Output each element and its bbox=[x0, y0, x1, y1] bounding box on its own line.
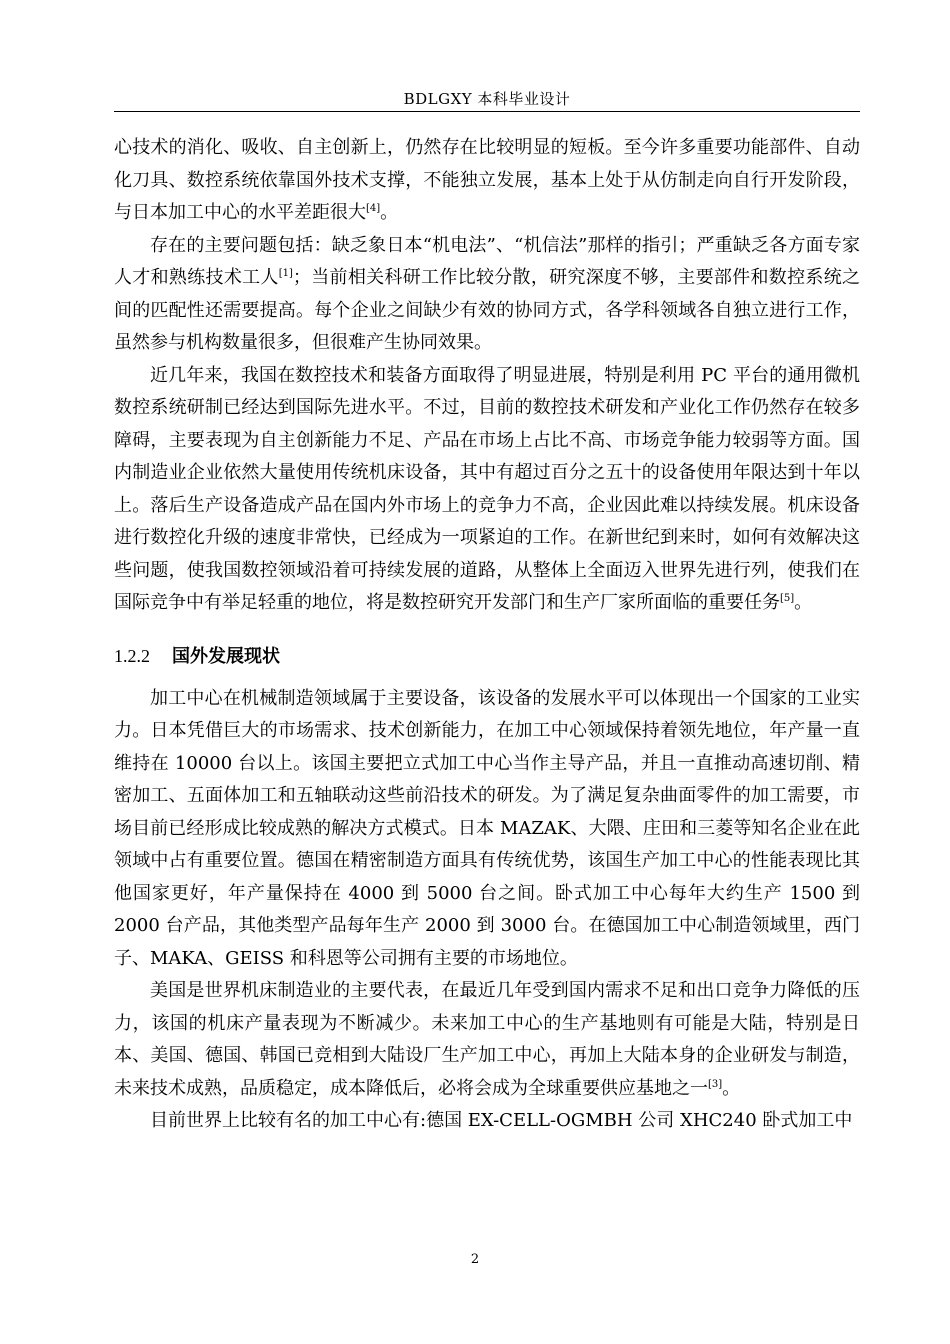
section-heading bbox=[114, 640, 860, 673]
paragraph-text: 加工中心在机械制造领域属于主要设备，该设备的发展水平可以体现出一个国家的工业实力。日本凭借巨大的市场需求、技术创新能力，在加工中心领域保持着领先地位，年产量一直维持在 10000 台以上。该国主要把立式加工中心当作主导产品，并且一直推动高速切削、精密加工、五面体加工和五轴联动这些前沿技术的研发。为了满足复杂曲面零件的加工需要，市场目前已经形成比较成熟的解决方式模式。日本 MAZAK、大隈、庄田和三菱等知名企业在此领域中占有重要位置。德国在精密制造方面具有传统优势，该国生产加工中心的性能表现比其他国家更好，年产量保持在 4000 到 5000 台之间。卧式加工中心每年大约生产 1500 到 2000 台产品，其他类型产品每年生产 2000 到 3000 台。在德国加工中心制造领域里，西门子、MAKA、GEISS 和科恩等公司拥有主要的市场地位。 bbox=[114, 687, 860, 969]
section-title: 国外发展现状 bbox=[172, 645, 280, 667]
paragraph-text: 近几年来，我国在数控技术和装备方面取得了明显进展，特别是利用 PC 平台的通用微机数控系统研制已经达到国际先进水平。不过，目前的数控技术研发和产业化工作仍然存在较多障碍，主要表现为自主创新能力不足、产品在市场上占比不高、市场竞争能力较弱等方面。国内制造业企业依然大量使用传统机床设备，其中有超过百分之五十的设备使用年限达到十年以上。落后生产设备造成产品在国内外市场上的竞争力不高，企业因此难以持续发展。机床设备进行数控化升级的速度非常快，已经成为一项紧迫的工作。在新世纪到来时，如何有效解决这些问题，使我国数控领域沿着可持续发展的道路，从整体上全面迈入世界先进行列，使我们在国际竞争中有举足轻重的地位，将是数控研究开发部门和生产厂家所面临的重要任务 bbox=[114, 364, 860, 613]
citation-ref: [1] bbox=[278, 268, 293, 279]
paragraph-text-tail: 。 bbox=[794, 592, 813, 613]
paragraph bbox=[114, 360, 860, 620]
paragraph bbox=[114, 975, 860, 1105]
paragraph bbox=[114, 132, 860, 230]
paragraph-text-tail: ；当前相关科研工作比较分散，研究深度不够，主要部件和数控系统之间的匹配性还需要提高。每个企业之间缺少有效的协同方式，各学科领域各自独立进行工作，虽然参与机构数量很多，但很难产生协同效果。 bbox=[114, 267, 861, 353]
running-header: BDLGXY 本科毕业设计 bbox=[403, 90, 571, 108]
paragraph-text-tail: 。 bbox=[722, 1077, 741, 1099]
paragraph-text: 美国是世界机床制造业的主要代表，在最近几年受到国内需求不足和出口竞争力降低的压力，该国的机床产量表现为不断减少。未来加工中心的生产基地则有可能是大陆，特别是日本、美国、德国、韩国已竞相到大陆设厂生产加工中心，再加上大陆本身的企业研发与制造，未来技术成熟，品质稳定，成本降低后，必将会成为全球重要供应基地之一 bbox=[114, 980, 860, 1099]
page-body bbox=[114, 132, 860, 1138]
citation-ref: [3] bbox=[708, 1078, 723, 1090]
paragraph-text-tail: 。 bbox=[380, 202, 399, 223]
paragraph-text: 存在的主要问题包括：缺乏象日本“机电法”、“机信法”那样的指引；严重缺乏各方面专家人才和熟练技术工人 bbox=[114, 234, 860, 288]
paragraph-text: 目前世界上比较有名的加工中心有:德国 EX-CELL-OGMBH 公司 XHC240 卧式加工中 bbox=[150, 1110, 853, 1131]
page-number: 2 bbox=[470, 1252, 480, 1267]
paragraph-text: 心技术的消化、吸收、自主创新上，仍然存在比较明显的短板。至今许多重要功能部件、自动化刀具、数控系统依靠国外技术支撑，不能独立发展，基本上处于从仿制走向自行开发阶段，与日本加工中心的水平差距很大 bbox=[114, 137, 860, 223]
paragraph bbox=[114, 1105, 860, 1138]
section-number: 1.2.2 bbox=[114, 645, 150, 666]
citation-ref: [4] bbox=[366, 203, 381, 214]
paragraph bbox=[114, 230, 860, 360]
header-rule bbox=[114, 111, 860, 112]
paragraph bbox=[114, 683, 860, 976]
citation-ref: [5] bbox=[780, 593, 795, 604]
